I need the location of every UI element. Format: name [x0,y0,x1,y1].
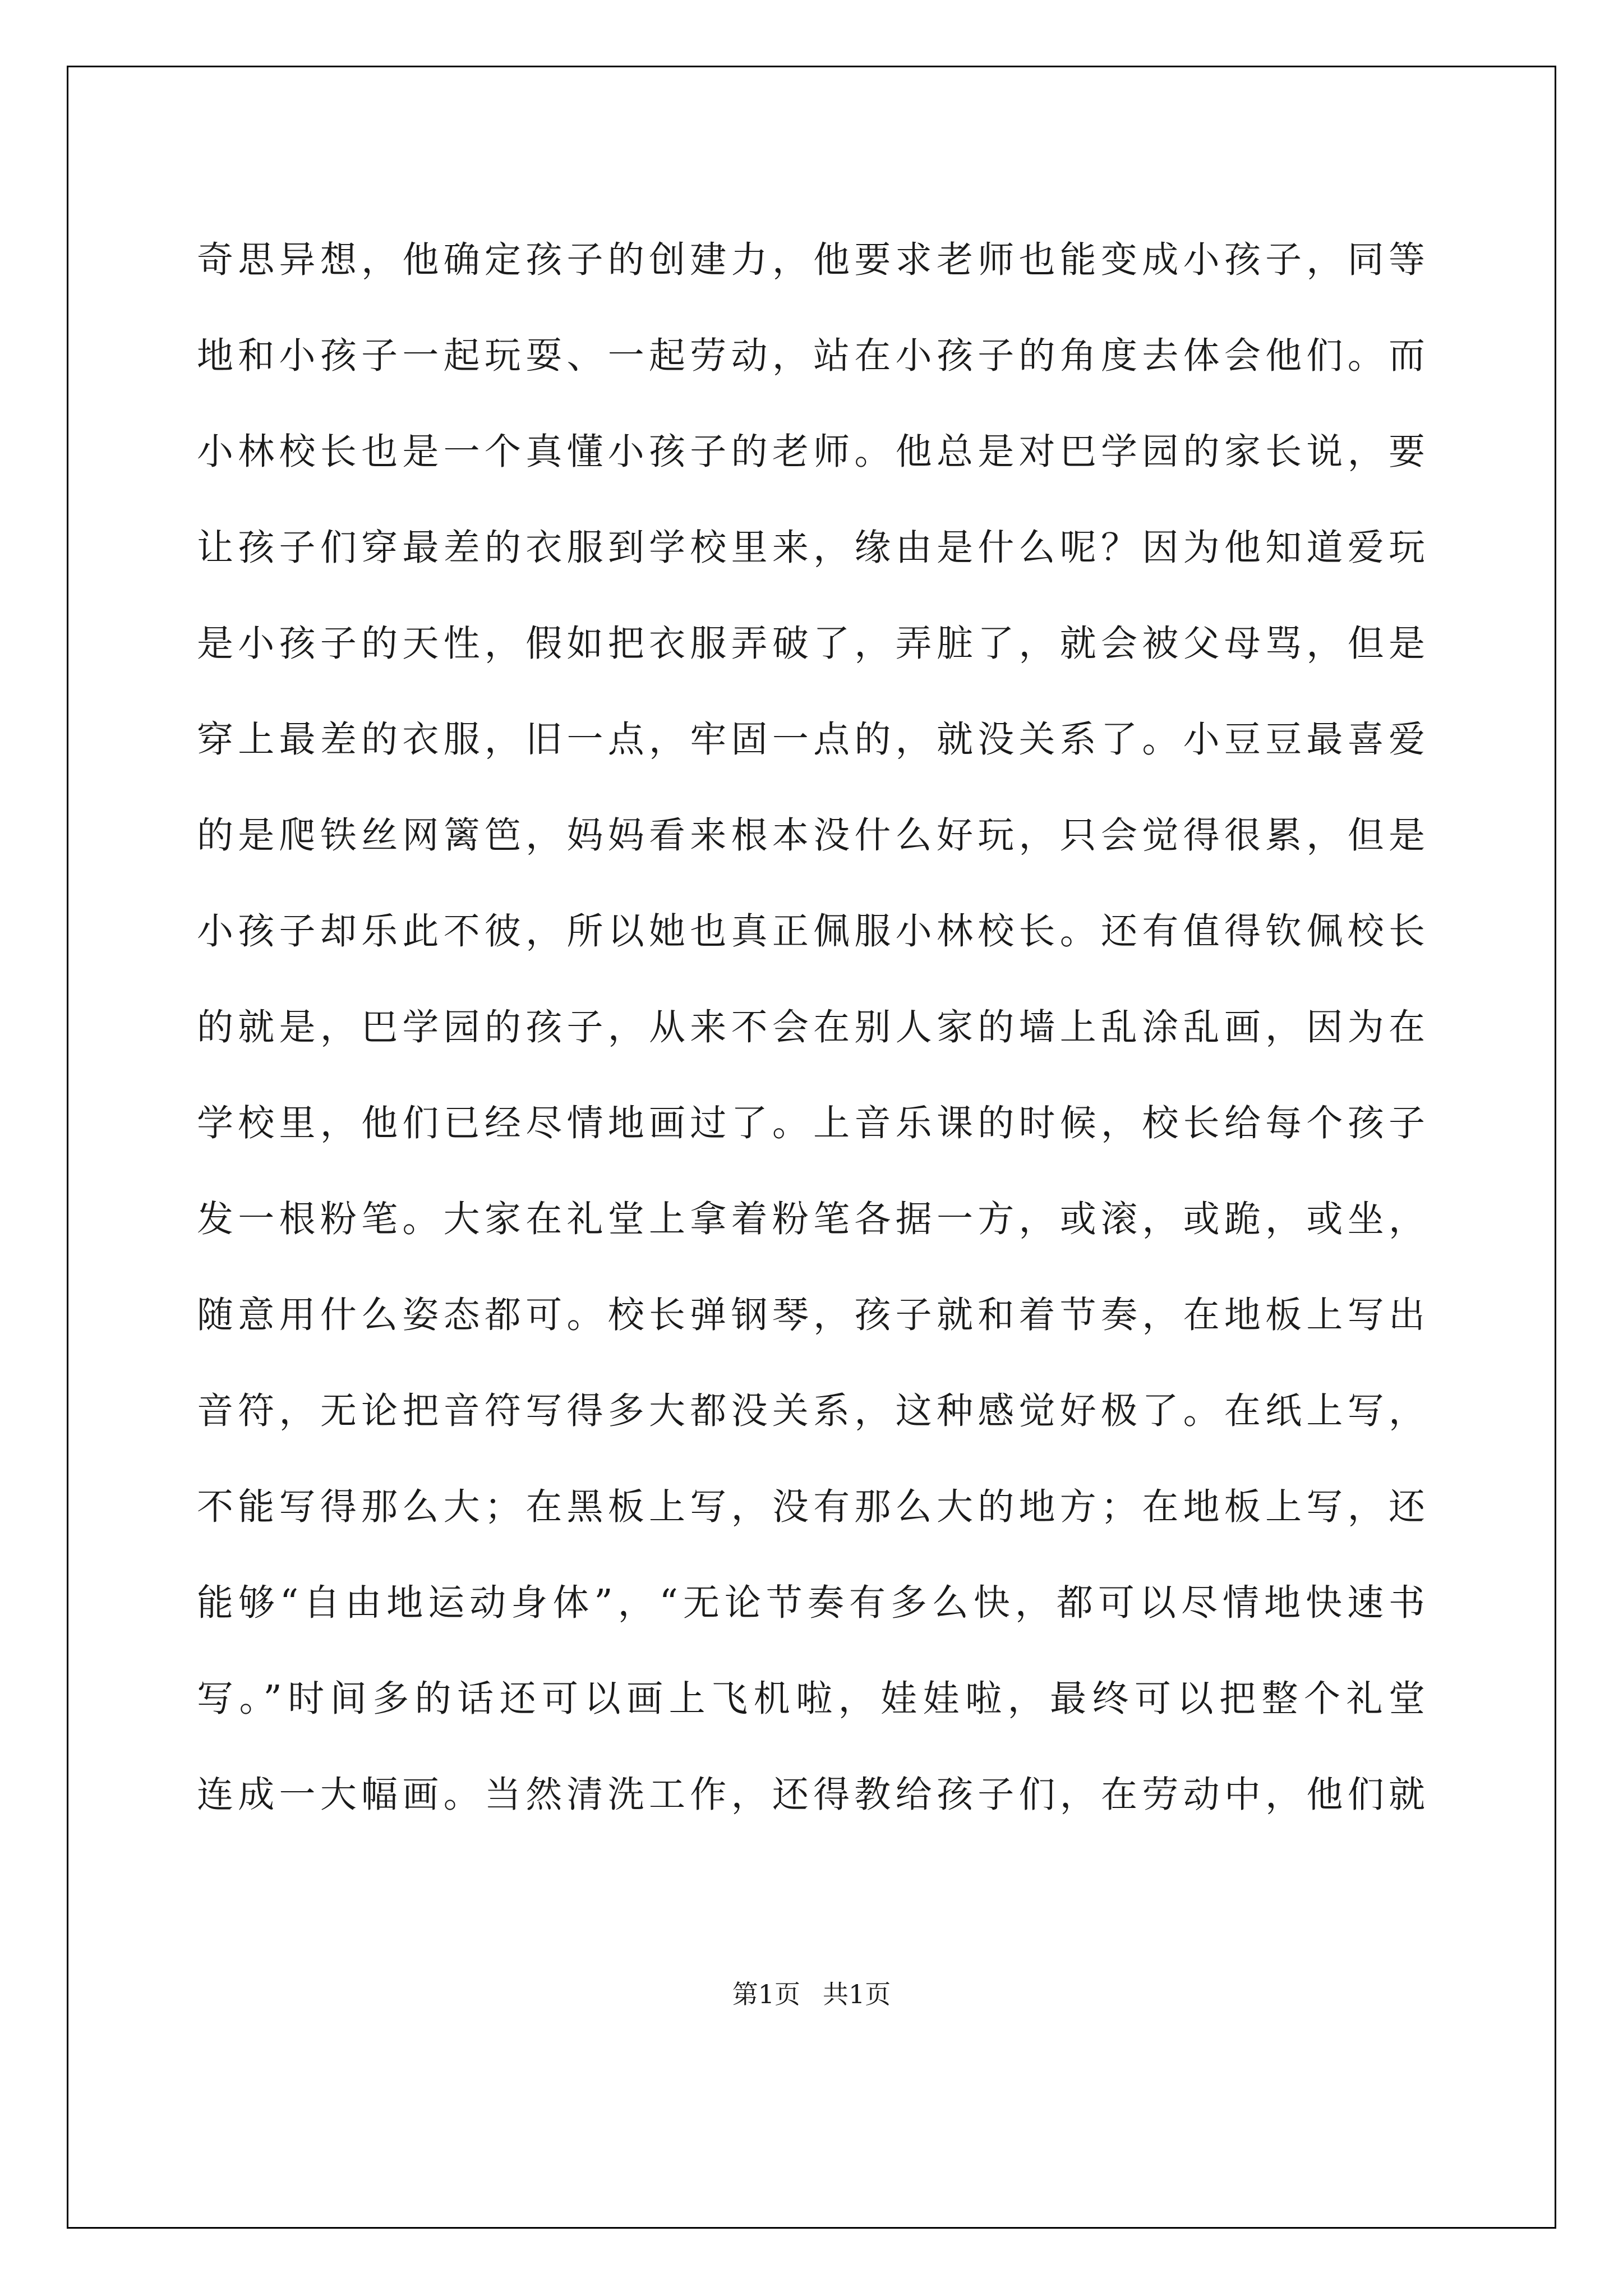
text-line: 学校里，他们已经尽情地画过了。上音乐课的时候，校长给每个孩子 [197,1102,1425,1144]
text-line: 是小孩子的天性，假如把衣服弄破了，弄脏了，就会被父母骂，但是 [197,623,1425,665]
text-line: 发一根粉笔。大家在礼堂上拿着粉笔各据一方，或滚，或跪，或坐， [197,1198,1425,1240]
text-line: 地和小孩子一起玩耍、一起劳动，站在小孩子的角度去体会他们。而 [197,335,1425,377]
text-line: 写。”时间多的话还可以画上飞机啦，娃娃啦，最终可以把整个礼堂 [197,1678,1425,1720]
text-line: 小林校长也是一个真懂小孩子的老师。他总是对巴学园的家长说，要 [197,431,1425,473]
text-line: 让孩子们穿最差的衣服到学校里来，缘由是什么呢？因为他知道爱玩 [197,527,1425,569]
text-line: 不能写得那么大；在黑板上写，没有那么大的地方；在地板上写，还 [197,1486,1425,1528]
text-line: 音符，无论把音符写得多大都没关系，这种感觉好极了。在纸上写， [197,1390,1425,1432]
text-line: 的是爬铁丝网篱笆，妈妈看来根本没什么好玩，只会觉得很累，但是 [197,815,1425,857]
page-number-current: 第1页 [732,1979,800,2009]
text-line: 随意用什么姿态都可。校长弹钢琴，孩子就和着节奏，在地板上写出 [197,1294,1425,1336]
text-line: 奇思异想，他确定孩子的创建力，他要求老师也能变成小孩子，同等 [197,239,1425,281]
text-line: 的就是，巴学园的孩子，从来不会在别人家的墙上乱涂乱画，因为在 [197,1006,1425,1048]
body-text [197,212,1425,1843]
text-line: 小孩子却乐此不彼，所以她也真正佩服小林校长。还有值得钦佩校长 [197,910,1425,953]
page-footer [0,1977,1623,2011]
text-line: 连成一大幅画。当然清洗工作，还得教给孩子们，在劳动中，他们就 [197,1774,1425,1816]
text-line: 能够“自由地运动身体”，“无论节奏有多么快，都可以尽情地快速书 [197,1582,1425,1624]
text-line: 穿上最差的衣服，旧一点，牢固一点的，就没关系了。小豆豆最喜爱 [197,719,1425,761]
page-number-total: 共1页 [823,1979,891,2009]
